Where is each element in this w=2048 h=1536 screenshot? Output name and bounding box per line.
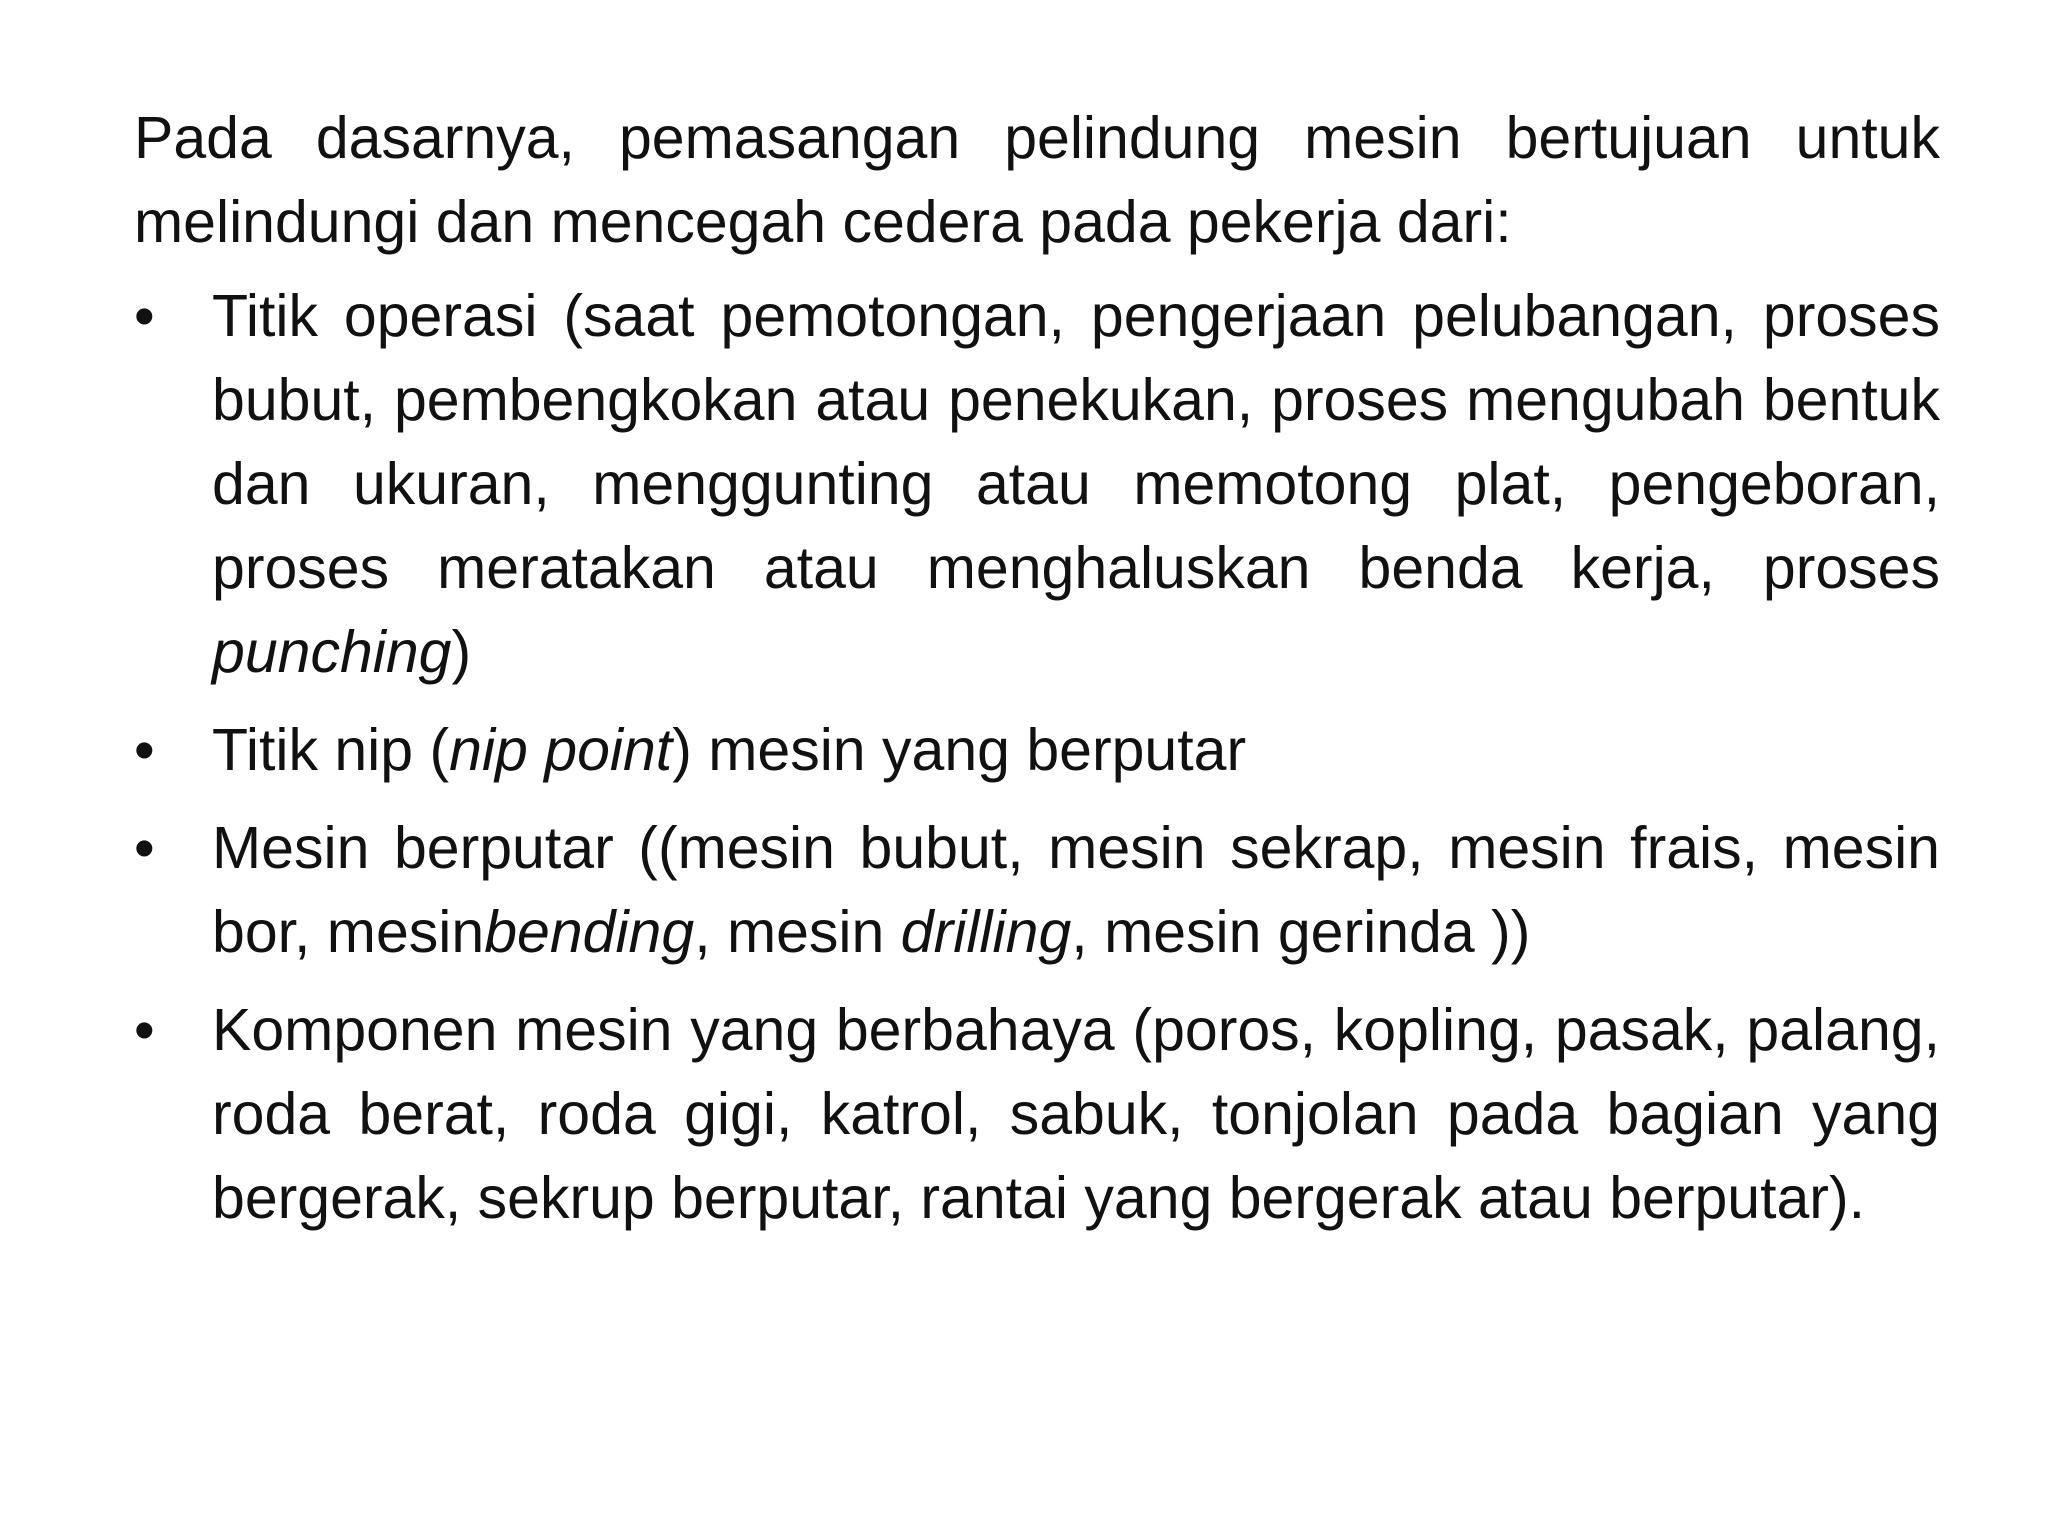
item-italic-term: nip point: [449, 717, 673, 783]
item-text: ) mesin yang berputar: [672, 717, 1247, 783]
slide-body: [134, 96, 1940, 1254]
list-item-komponen-mesin: [134, 988, 1940, 1240]
item-italic-term: punching: [212, 619, 452, 685]
item-text: , mesin: [694, 899, 901, 965]
item-text: ): [451, 619, 472, 685]
intro-paragraph: Pada dasarnya, pemasangan pelindung mesin bertujuan untuk melindungi dan mencegah cedera pada pekerja dari:: [134, 105, 1940, 255]
item-italic-term: drilling: [900, 899, 1072, 965]
list-item-titik-operasi: [134, 274, 1940, 694]
item-italic-term: bending: [484, 899, 695, 965]
item-text: , mesin gerinda )): [1071, 899, 1531, 965]
item-text: Titik nip (: [212, 717, 450, 783]
item-text: Titik operasi (saat pemotongan, pengerjaan pelubangan, proses bubut, pembengkokan atau penekukan, proses mengubah bentuk dan ukuran, menggunting atau memotong plat, pengeboran, proses meratakan atau menghaluskan benda kerja, proses: [212, 283, 1940, 601]
bullet-icon: •: [134, 815, 155, 881]
list-item-titik-nip: [134, 708, 1940, 792]
bullet-icon: •: [134, 717, 155, 783]
list-item-mesin-berputar: [134, 806, 1940, 974]
item-text: Mesin berputar ((mesin bubut, mesin sekrap, mesin frais, mesin bor, mesin: [212, 815, 1940, 965]
bullet-icon: •: [134, 997, 155, 1063]
bullet-list: [134, 274, 1940, 1240]
bullet-icon: •: [134, 283, 155, 349]
item-text: Komponen mesin yang berbahaya (poros, kopling, pasak, palang, roda berat, roda gigi, katrol, sabuk, tonjolan pada bagian yang bergerak, sekrup berputar, rantai yang bergerak atau berputar).: [212, 997, 1940, 1231]
